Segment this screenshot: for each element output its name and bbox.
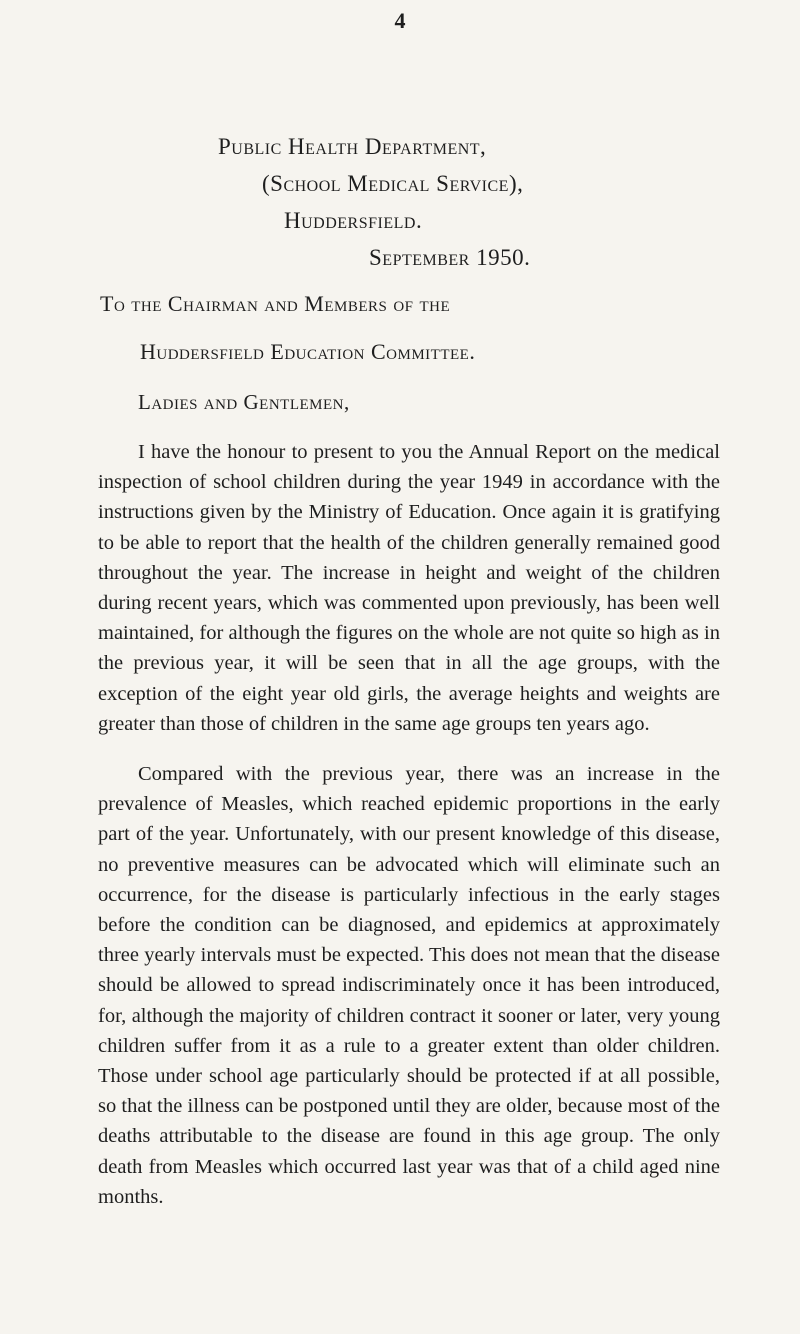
salutation: Ladies and Gentlemen, — [138, 390, 350, 414]
letter-header — [218, 128, 530, 276]
addressee — [100, 280, 475, 376]
addressee-line-2: Huddersfield Education Committee. — [140, 339, 476, 364]
addressee-line-1: To the Chairman and Members of the — [100, 291, 451, 316]
page-number: 4 — [394, 8, 406, 33]
service-name: (School Medical Service), — [262, 171, 524, 196]
letter-date: September 1950. — [369, 245, 531, 270]
department-name: Public Health Department, — [218, 134, 487, 159]
town-name: Huddersfield. — [284, 208, 423, 233]
letter-body — [98, 437, 720, 1212]
paragraph-2: Compared with the previous year, there was an increase in the prevalence of Measles, which reached epidemic proportions in the early part of the year. Unfortunately, with our present knowledge of this disease, no preventive measures can be advocated which will eliminate such an occurrence, for the disease is particularly infectious in the early stages before the condition can be diagnosed, and epidemics at approximately three yearly intervals must be expected. This does not mean that the disease should be allowed to spread indiscriminately once it has been introduced, for, although the majority of children contract it sooner or later, very young children suffer from it as a rule to a greater extent than older children. Those under school age particularly should be protected if at all possible, so that the illness can be postponed until they are older, because most of the deaths attributable to the disease are found in this age group. The only death from Measles which occurred last year was that of a child aged nine months. — [98, 763, 720, 1208]
paragraph-1: I have the honour to present to you the Annual Report on the medical inspection of school children during the year 1949 in accordance with the instructions given by the Ministry of Education. Once again it is gratifying to be able to report that the health of the children generally remained good throughout the year. The increase in height and weight of the children during recent years, which was commented upon previously, has been well maintained, for although the figures on the whole are not quite so high as in the previous year, it will be seen that in all the age groups, with the exception of the eight year old girls, the average heights and weights are greater than those of children in the same age groups ten years ago. — [98, 441, 720, 735]
